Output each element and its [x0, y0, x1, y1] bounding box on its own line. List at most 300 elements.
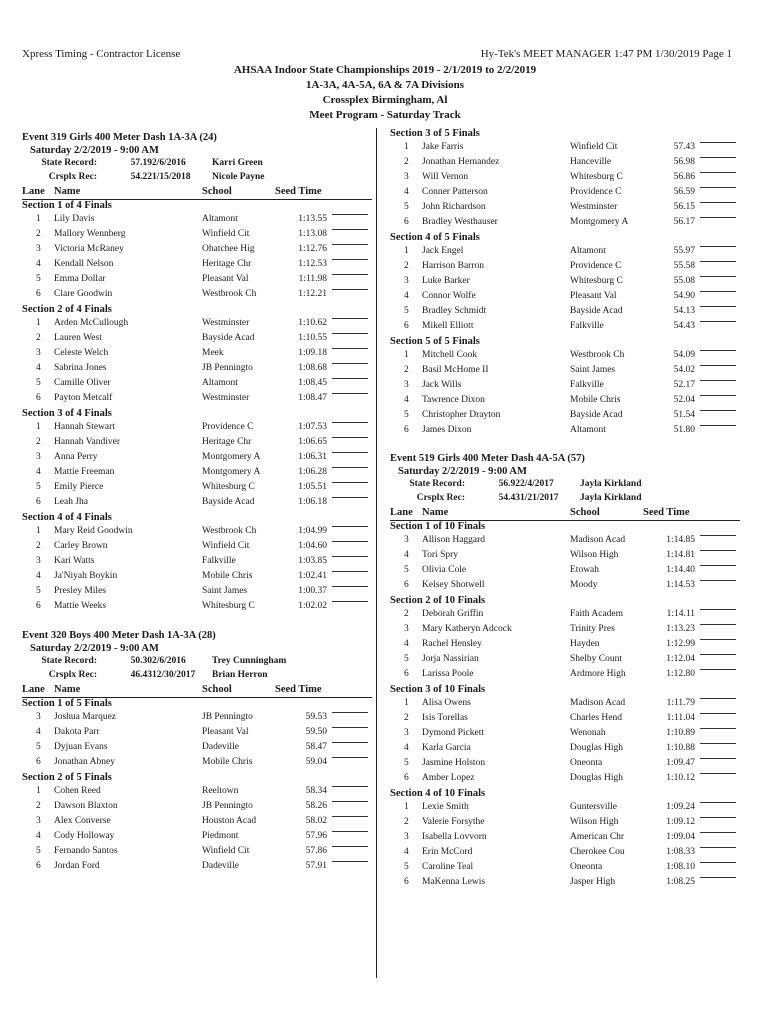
- entry-name: Arden McCullough: [54, 318, 129, 328]
- entry-name: Jonathan Abney: [54, 757, 115, 767]
- section-heading-text: Section 4 of 10 Finals: [390, 788, 486, 799]
- entry-seed: 51.54: [673, 410, 695, 420]
- entry-lane: 3: [404, 172, 409, 182]
- entry-name: Celeste Welch: [54, 348, 109, 358]
- entry-seed: 1:13.08: [298, 229, 327, 239]
- entry-seed: 1:12.76: [298, 244, 327, 254]
- result-blank-line: [700, 832, 736, 833]
- record-holder: Karri Green: [212, 158, 263, 168]
- entry-school: Westminster: [202, 318, 250, 328]
- entry-row: [390, 565, 740, 580]
- result-blank-line: [700, 728, 736, 729]
- entry-lane: 5: [36, 742, 41, 752]
- entry-school: Mobile Chris: [570, 395, 621, 405]
- record-line: [22, 172, 372, 186]
- result-blank-line: [332, 333, 368, 334]
- section-heading: [390, 336, 740, 350]
- record-date: 12/30/2017: [152, 670, 196, 680]
- entry-school: Guntersville: [570, 802, 617, 812]
- record-time: 54.43: [498, 493, 520, 503]
- result-blank-line: [700, 773, 736, 774]
- section-heading-text: Section 3 of 5 Finals: [390, 128, 480, 139]
- section-heading-text: Section 1 of 5 Finals: [22, 698, 112, 709]
- result-blank-line: [700, 350, 736, 351]
- entry-row: [22, 467, 372, 482]
- result-blank-line: [700, 877, 736, 878]
- result-blank-line: [700, 306, 736, 307]
- entry-school: Etowah: [570, 565, 600, 575]
- meet-venue: Crossplex Birmingham, Al: [322, 94, 448, 106]
- entry-lane: 6: [404, 217, 409, 227]
- entry-lane: 3: [36, 712, 41, 722]
- entry-row: [390, 847, 740, 862]
- entry-name: Jonathan Hernandez: [422, 157, 500, 167]
- entry-row: [390, 261, 740, 276]
- entry-name: Anna Perry: [54, 452, 98, 462]
- entry-school: JB Penningto: [202, 801, 253, 811]
- entry-row: [22, 601, 372, 616]
- entry-lane: 4: [36, 363, 41, 373]
- entry-row: [390, 276, 740, 291]
- result-blank-line: [700, 862, 736, 863]
- result-blank-line: [332, 393, 368, 394]
- record-date: 1/21/2017: [520, 493, 559, 503]
- entry-lane: 6: [36, 861, 41, 871]
- entry-row: [22, 452, 372, 467]
- entry-row: [390, 535, 740, 550]
- entry-seed: 51.80: [673, 425, 695, 435]
- entry-seed: 58.02: [305, 816, 327, 826]
- entry-seed: 1:12.80: [666, 669, 695, 679]
- entry-row: [390, 624, 740, 639]
- entry-school: Bayside Acad: [202, 497, 255, 507]
- result-blank-line: [332, 712, 368, 713]
- entry-row: [22, 757, 372, 772]
- entry-seed: 1:14.53: [666, 580, 695, 590]
- result-blank-line: [700, 639, 736, 640]
- entry-name: Lily Davis: [54, 214, 95, 224]
- entry-seed: 55.58: [673, 261, 695, 271]
- entry-lane: 5: [36, 586, 41, 596]
- entry-row: [390, 157, 740, 172]
- entry-name: Karla Garcia: [422, 743, 471, 753]
- entry-lane: 3: [404, 728, 409, 738]
- result-blank-line: [700, 365, 736, 366]
- result-blank-line: [332, 497, 368, 498]
- entry-name: Cohen Reed: [54, 786, 101, 796]
- entry-school: Altamont: [202, 378, 238, 388]
- result-blank-line: [700, 425, 736, 426]
- event-datetime-text: Saturday 2/2/2019 - 9:00 AM: [30, 643, 159, 654]
- entry-school: Wilson High: [570, 817, 619, 827]
- entry-name: Jasmine Holston: [422, 758, 486, 768]
- entry-seed: 57.86: [305, 846, 327, 856]
- entry-row: [22, 318, 372, 333]
- entry-row: [390, 758, 740, 773]
- entry-seed: 1:08.10: [666, 862, 695, 872]
- entry-lane: 2: [36, 541, 41, 551]
- result-blank-line: [332, 846, 368, 847]
- entry-seed: 1:08.47: [298, 393, 327, 403]
- entry-school: Montgomery A: [202, 452, 261, 462]
- entry-school: Pleasant Val: [570, 291, 617, 301]
- entry-name: Camille Oliver: [54, 378, 111, 388]
- entry-row: [390, 172, 740, 187]
- result-blank-line: [332, 378, 368, 379]
- section-heading: [390, 595, 740, 609]
- result-blank-line: [700, 380, 736, 381]
- entry-school: Whitesburg C: [570, 276, 623, 286]
- section-heading-text: Section 3 of 10 Finals: [390, 684, 486, 695]
- entry-school: Providence C: [570, 261, 622, 271]
- entry-lane: 3: [404, 380, 409, 390]
- record-label: State Record:: [41, 158, 97, 168]
- result-blank-line: [332, 526, 368, 527]
- entry-school: Wenonah: [570, 728, 606, 738]
- entry-name: Mikell Elliott: [422, 321, 474, 331]
- entry-school: Westbrook Ch: [202, 289, 257, 299]
- record-time: 46.43: [130, 670, 152, 680]
- column-seed: Seed Time: [275, 684, 322, 695]
- entry-row: [22, 422, 372, 437]
- column-header: [22, 186, 372, 200]
- column-lane: Lane: [390, 507, 413, 518]
- result-blank-line: [700, 321, 736, 322]
- result-blank-line: [332, 816, 368, 817]
- result-blank-line: [332, 556, 368, 557]
- entry-seed: 52.04: [673, 395, 695, 405]
- result-blank-line: [332, 244, 368, 245]
- entry-row: [22, 348, 372, 363]
- entry-lane: 5: [36, 482, 41, 492]
- result-blank-line: [332, 422, 368, 423]
- section-heading-text: Section 5 of 5 Finals: [390, 336, 480, 347]
- result-blank-line: [332, 318, 368, 319]
- entry-name: MaKenna Lewis: [422, 877, 486, 887]
- result-blank-line: [700, 202, 736, 203]
- entry-seed: 1:13.23: [666, 624, 695, 634]
- section-heading-text: Section 4 of 5 Finals: [390, 232, 480, 243]
- entry-row: [22, 482, 372, 497]
- record-label: Crsplx Rec:: [48, 670, 97, 680]
- entry-name: Conner Patterson: [422, 187, 488, 197]
- result-blank-line: [332, 452, 368, 453]
- event-datetime-text: Saturday 2/2/2019 - 9:00 AM: [30, 145, 159, 156]
- entry-school: Douglas High: [570, 743, 624, 753]
- result-blank-line: [332, 482, 368, 483]
- entry-school: Bayside Acad: [570, 306, 623, 316]
- result-blank-line: [700, 609, 736, 610]
- entry-row: [22, 333, 372, 348]
- entry-name: Will Vernon: [422, 172, 469, 182]
- record-holder: Trey Cunningham: [212, 656, 287, 666]
- entry-school: Whitesburg C: [202, 482, 255, 492]
- record-line: [22, 656, 372, 670]
- entry-row: [22, 378, 372, 393]
- entry-row: [22, 526, 372, 541]
- entry-name: Dyjuan Evans: [54, 742, 108, 752]
- result-blank-line: [332, 274, 368, 275]
- entry-row: [390, 410, 740, 425]
- entry-seed: 1:09.04: [666, 832, 695, 842]
- entry-seed: 1:03.85: [298, 556, 327, 566]
- entry-name: Connor Wolfe: [422, 291, 476, 301]
- column-header: [22, 684, 372, 698]
- entry-school: Winfield Cit: [202, 541, 250, 551]
- right-column: [390, 128, 740, 892]
- entry-name: Leah Jha: [54, 497, 89, 507]
- result-blank-line: [700, 261, 736, 262]
- entry-school: Dadeville: [202, 861, 239, 871]
- result-blank-line: [700, 654, 736, 655]
- entry-name: Emma Dollar: [54, 274, 106, 284]
- entry-row: [22, 259, 372, 274]
- entry-lane: 4: [36, 467, 41, 477]
- entry-lane: 5: [404, 565, 409, 575]
- entry-school: JB Penningto: [202, 712, 253, 722]
- entry-name: Emily Pierce: [54, 482, 104, 492]
- entry-row: [390, 365, 740, 380]
- entry-school: American Chr: [570, 832, 625, 842]
- entry-name: Olivia Cole: [422, 565, 467, 575]
- entry-school: Westbrook Ch: [570, 350, 625, 360]
- entry-seed: 52.17: [673, 380, 695, 390]
- entry-row: [22, 437, 372, 452]
- entry-lane: 6: [404, 321, 409, 331]
- entry-school: Saint James: [570, 365, 616, 375]
- entry-lane: 5: [404, 654, 409, 664]
- event-datetime: [22, 145, 372, 158]
- entry-seed: 1:10.12: [666, 773, 695, 783]
- entry-name: Jack Wills: [422, 380, 462, 390]
- entry-row: [22, 274, 372, 289]
- entry-seed: 56.15: [673, 202, 695, 212]
- entry-seed: 1:07.53: [298, 422, 327, 432]
- entry-row: [22, 571, 372, 586]
- entry-school: Mobile Chris: [202, 571, 253, 581]
- entry-name: Presley Miles: [54, 586, 106, 596]
- entry-name: Kari Watts: [54, 556, 95, 566]
- entry-school: Montgomery A: [202, 467, 261, 477]
- entry-name: Lauren West: [54, 333, 102, 343]
- meet-divisions: 1A-3A, 4A-5A, 6A & 7A Divisions: [306, 79, 464, 91]
- entry-seed: 1:14.81: [666, 550, 695, 560]
- entry-row: [390, 654, 740, 669]
- entry-row: [22, 497, 372, 512]
- entry-school: Dadeville: [202, 742, 239, 752]
- result-blank-line: [700, 535, 736, 536]
- entry-name: Kendall Nelson: [54, 259, 114, 269]
- entry-school: Pleasant Val: [202, 727, 249, 737]
- entry-lane: 1: [404, 350, 409, 360]
- result-blank-line: [332, 229, 368, 230]
- event-datetime: [390, 466, 740, 479]
- entry-row: [390, 580, 740, 595]
- result-blank-line: [332, 727, 368, 728]
- entry-name: Mary Katheryn Adcock: [422, 624, 512, 634]
- section-heading: [390, 521, 740, 535]
- entry-seed: 1:05.51: [298, 482, 327, 492]
- entry-school: Hayden: [570, 639, 600, 649]
- entry-lane: 6: [36, 497, 41, 507]
- event-title: [390, 453, 740, 466]
- entry-lane: 1: [36, 786, 41, 796]
- section-heading: [22, 512, 372, 526]
- entry-row: [390, 306, 740, 321]
- entry-school: Whitesburg C: [202, 601, 255, 611]
- entry-name: Ja'Niyah Boykin: [54, 571, 118, 581]
- entry-school: Heritage Chr: [202, 259, 252, 269]
- entry-row: [390, 246, 740, 261]
- entry-seed: 1:09.47: [666, 758, 695, 768]
- entry-seed: 1:09.18: [298, 348, 327, 358]
- entry-seed: 1:12.99: [666, 639, 695, 649]
- entry-school: Westminster: [202, 393, 250, 403]
- entry-seed: 54.02: [673, 365, 695, 375]
- column-header: [390, 507, 740, 521]
- record-time: 54.22: [130, 172, 152, 182]
- section-heading: [390, 788, 740, 802]
- entry-seed: 1:14.40: [666, 565, 695, 575]
- result-blank-line: [332, 801, 368, 802]
- section-heading: [390, 232, 740, 246]
- entry-row: [390, 609, 740, 624]
- entry-school: Piedmont: [202, 831, 239, 841]
- entry-school: Winfield Cit: [570, 142, 618, 152]
- section-heading-text: Section 3 of 4 Finals: [22, 408, 112, 419]
- entry-name: Mitchell Cook: [422, 350, 478, 360]
- entry-seed: 1:14.11: [666, 609, 695, 619]
- entry-school: Montgomery A: [570, 217, 629, 227]
- entry-name: Joshua Marquez: [54, 712, 116, 722]
- entry-lane: 4: [36, 571, 41, 581]
- entry-seed: 56.98: [673, 157, 695, 167]
- entry-lane: 4: [404, 395, 409, 405]
- entry-row: [390, 142, 740, 157]
- record-line: [22, 670, 372, 684]
- entry-school: Altamont: [202, 214, 238, 224]
- entry-lane: 6: [404, 669, 409, 679]
- column-name: Name: [422, 507, 449, 518]
- entry-seed: 58.34: [305, 786, 327, 796]
- result-blank-line: [700, 802, 736, 803]
- entry-row: [22, 727, 372, 742]
- entry-school: Mobile Chris: [202, 757, 253, 767]
- entry-name: Cody Holloway: [54, 831, 115, 841]
- entry-name: Isabella Lovvorn: [422, 832, 487, 842]
- entry-name: Amber Lopez: [422, 773, 475, 783]
- entry-school: Madison Acad: [570, 698, 626, 708]
- entry-lane: 1: [36, 526, 41, 536]
- entry-name: Clare Goodwin: [54, 289, 113, 299]
- entry-school: Moody: [570, 580, 598, 590]
- record-label: Crsplx Rec:: [416, 493, 465, 503]
- record-label: State Record:: [41, 656, 97, 666]
- entry-row: [22, 363, 372, 378]
- record-line: [390, 479, 740, 493]
- entry-seed: 1:10.55: [298, 333, 327, 343]
- result-blank-line: [332, 289, 368, 290]
- record-line: [390, 493, 740, 507]
- meet-titles: [0, 63, 770, 123]
- entry-row: [390, 639, 740, 654]
- entry-row: [390, 187, 740, 202]
- entry-row: [390, 817, 740, 832]
- entry-seed: 1:12.21: [298, 289, 327, 299]
- page-info: Hy-Tek's MEET MANAGER 1:47 PM 1/30/2019 Page 1: [480, 48, 732, 60]
- entry-lane: 3: [404, 535, 409, 545]
- entry-name: Lexie Smith: [422, 802, 469, 812]
- result-blank-line: [332, 363, 368, 364]
- column-lane: Lane: [22, 186, 45, 197]
- entry-row: [22, 831, 372, 846]
- entry-lane: 3: [36, 816, 41, 826]
- entry-name: John Richardson: [422, 202, 486, 212]
- entry-school: Madison Acad: [570, 535, 626, 545]
- entry-row: [22, 289, 372, 304]
- result-blank-line: [700, 142, 736, 143]
- entry-school: Whitesburg C: [570, 172, 623, 182]
- entry-row: [390, 832, 740, 847]
- entry-seed: 59.53: [305, 712, 327, 722]
- entry-name: Dakota Parr: [54, 727, 100, 737]
- entry-row: [390, 802, 740, 817]
- entry-school: Oneonta: [570, 758, 603, 768]
- entry-school: Ardmore High: [570, 669, 626, 679]
- entry-name: Alex Converse: [54, 816, 111, 826]
- entry-lane: 3: [404, 276, 409, 286]
- entry-lane: 6: [36, 289, 41, 299]
- entry-lane: 4: [404, 291, 409, 301]
- entry-school: Bayside Acad: [202, 333, 255, 343]
- column-seed: Seed Time: [275, 186, 322, 197]
- entry-school: Faith Academ: [570, 609, 624, 619]
- entry-seed: 1:10.89: [666, 728, 695, 738]
- entry-school: Jasper High: [570, 877, 616, 887]
- entry-row: [22, 556, 372, 571]
- entry-seed: 1:11.79: [666, 698, 695, 708]
- entry-row: [390, 669, 740, 684]
- entry-lane: 2: [36, 333, 41, 343]
- entry-name: Harrison Barron: [422, 261, 484, 271]
- result-blank-line: [700, 157, 736, 158]
- entry-lane: 3: [404, 624, 409, 634]
- event-title-text: Event 319 Girls 400 Meter Dash 1A-3A (24): [22, 132, 217, 143]
- entry-name: Christopher Drayton: [422, 410, 501, 420]
- entry-lane: 3: [36, 452, 41, 462]
- entry-seed: 55.97: [673, 246, 695, 256]
- entry-name: Mattie Freeman: [54, 467, 115, 477]
- entry-row: [390, 773, 740, 788]
- entry-name: Mary Reid Goodwin: [54, 526, 133, 536]
- column-name: Name: [54, 186, 81, 197]
- entry-name: Kelsey Shotwell: [422, 580, 485, 590]
- entry-seed: 58.26: [305, 801, 327, 811]
- event-title: [22, 630, 372, 643]
- entry-name: Dawson Blaxton: [54, 801, 118, 811]
- result-blank-line: [332, 348, 368, 349]
- entry-seed: 1:12.53: [298, 259, 327, 269]
- entry-name: Jack Engel: [422, 246, 464, 256]
- entry-name: Dymond Pickett: [422, 728, 485, 738]
- result-blank-line: [332, 757, 368, 758]
- entry-seed: 1:02.02: [298, 601, 327, 611]
- result-blank-line: [700, 276, 736, 277]
- result-blank-line: [700, 743, 736, 744]
- entry-name: Luke Barker: [422, 276, 470, 286]
- section-heading: [390, 684, 740, 698]
- section-heading-text: Section 2 of 10 Finals: [390, 595, 486, 606]
